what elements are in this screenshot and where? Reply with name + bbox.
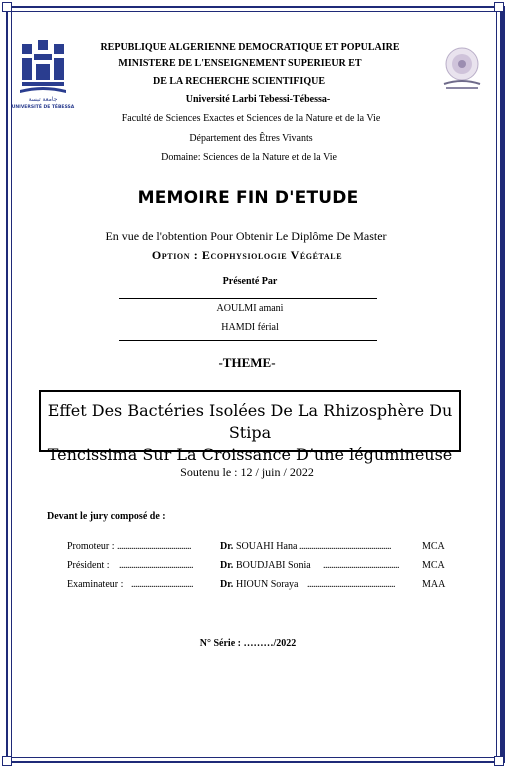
option-label: Option : Ecophysiologie Végétale	[151, 248, 343, 262]
theme-line-1: Effet Des Bactéries Isolées De La Rhizosphère Du Stipa	[47, 401, 453, 442]
jury-row-president	[67, 559, 447, 573]
jury-dots: ............................................	[307, 579, 395, 590]
jury-grade: MCA	[422, 541, 445, 552]
header-department: Département des Êtres Vivants	[189, 133, 313, 144]
jury-dots: .....................................	[119, 560, 193, 571]
jury-name: SOUAHI Hana	[236, 541, 298, 552]
header-university: Université Larbi Tebessi-Tébessa-	[185, 94, 331, 105]
corner-ornament-top-right	[494, 2, 504, 12]
corner-ornament-top-left	[2, 2, 12, 12]
jury-name: HIOUN Soraya	[236, 579, 299, 590]
jury-title-dr: Dr.	[220, 560, 234, 571]
divider-top	[119, 298, 377, 299]
corner-ornament-bottom-left	[2, 756, 12, 766]
jury-dots: ...............................	[131, 579, 193, 590]
presented-by: Présenté Par	[222, 276, 278, 287]
jury-title-dr: Dr.	[220, 579, 234, 590]
logo-caption-fr: UNIVERSITÉ DE TÉBESSA	[11, 105, 75, 110]
jury-title: Devant le jury composé de :	[47, 511, 166, 522]
author-2: HAMDI férial	[221, 322, 279, 333]
jury-row-examinateur	[67, 578, 447, 592]
serie-number: N° Série : ………/2022	[199, 638, 297, 649]
jury-dots: ..............................................	[299, 541, 391, 552]
header-research: DE LA RECHERCHE SCIENTIFIQUE	[153, 76, 325, 87]
header-ministry: MINISTERE DE L'ENSEIGNEMENT SUPERIEUR ET	[118, 58, 362, 69]
divider-bottom	[119, 340, 377, 341]
jury-name: BOUDJABI Sonia	[236, 560, 311, 571]
theme-box	[39, 390, 461, 464]
document-subtitle: En vue de l'obtention Pour Obtenir Le Diplôme De Master	[105, 229, 387, 243]
jury-dots: .....................................	[117, 541, 191, 552]
theme-label: -THEME-	[218, 355, 276, 370]
defense-date: Soutenu le : 12 / juin / 2022	[180, 465, 314, 479]
theme-line-2: Tencissima Sur La Croissance D’une légumineuse	[47, 445, 453, 464]
document-title: MEMOIRE FIN D'ETUDE	[137, 188, 359, 208]
jury-role: Promoteur :	[67, 541, 115, 552]
header-republic: REPUBLIQUE ALGERIENNE DEMOCRATIQUE ET POPULAIRE	[100, 42, 400, 53]
jury-row-promoteur	[67, 540, 447, 554]
jury-grade: MCA	[422, 560, 445, 571]
header-domain: Domaine: Sciences de la Nature et de la Vie	[161, 152, 337, 163]
author-1: AOULMI amani	[216, 303, 284, 314]
logo-caption-ar: جامعة تبسة	[28, 96, 58, 103]
jury-title-dr: Dr.	[220, 541, 234, 552]
jury-role: Examinateur :	[67, 579, 124, 590]
jury-dots: ......................................	[323, 560, 399, 571]
jury-grade: MAA	[422, 579, 446, 590]
jury-role: Président :	[67, 560, 110, 571]
corner-ornament-bottom-right	[494, 756, 504, 766]
header-faculty: Faculté de Sciences Exactes et Sciences de la Nature et de la Vie	[121, 113, 381, 124]
